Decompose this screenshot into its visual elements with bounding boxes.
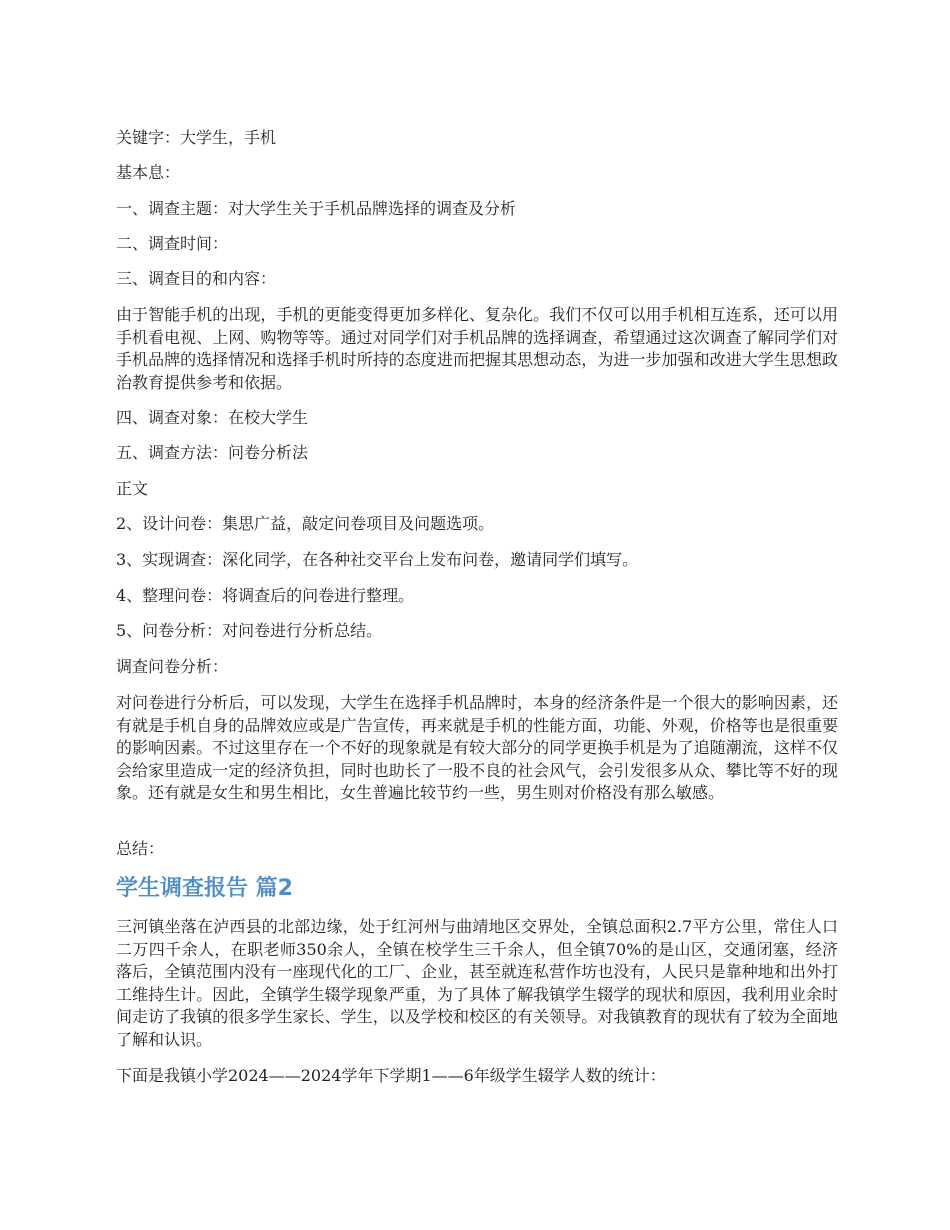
step-design-line: 2、设计问卷：集思广益，敲定问卷项目及问题选项。 xyxy=(116,514,495,533)
keywords-line: 关键字：大学生，手机 xyxy=(116,128,277,147)
analysis-paragraph: 对问卷进行分析后，可以发现，大学生在选择手机品牌时，本身的经济条件是一个很大的影响因素，还有就是手机自身的品牌效应或是广告宣传，再来就是手机的性能方面，功能、外观，价格等也是很重要的影响因素。不过这里存在一个不好的现象就是有较大部分的同学更换手机是为了追随潮流，这样不仅会给家里造成一定的经济负担，同时也助长了一股不良的社会风气，会引发很多从众、攀比等不好的现象。还有就是女生和男生相比，女生普遍比较节约一些，男生则对价格没有那么敏感。 xyxy=(116,693,838,802)
step-organize-line: 4、整理问卷：将调查后的问卷进行整理。 xyxy=(116,586,415,605)
survey-target-line: 四、调查对象：在校大学生 xyxy=(116,408,309,427)
analysis-label: 调查问卷分析： xyxy=(116,657,229,676)
summary-label: 总结： xyxy=(116,839,165,858)
section-heading: 学生调查报告 篇2 xyxy=(116,876,293,901)
survey-purpose-heading: 三、调查目的和内容： xyxy=(116,269,277,288)
survey-method-line: 五、调查方法：问卷分析法 xyxy=(116,443,309,462)
survey-topic-line: 一、调查主题：对大学生关于手机品牌选择的调查及分析 xyxy=(116,199,517,218)
basic-info-label: 基本息： xyxy=(116,163,181,182)
step-conduct-line: 3、实现调查：深化同学，在各种社交平台上发布问卷，邀请同学们填写。 xyxy=(116,550,639,569)
step-analyze-line: 5、问卷分析：对问卷进行分析总结。 xyxy=(116,621,383,640)
survey-time-line: 二、调查时间： xyxy=(116,234,229,253)
town-paragraph: 三河镇坐落在泸西县的北部边缘，处于红河州与曲靖地区交界处，全镇总面积2.7平方公里，常住人口二万四千余人，在职老师350余人，全镇在校学生三千余人，但全镇70%的是山区，交通闭塞，经济落后，全镇范围内没有一座现代化的工厂、企业，甚至就连私营作坊也没有，人民只是靠种地和出外打工维持生计。因此，全镇学生辍学现象严重，为了具体了解我镇学生辍学的现状和原因，我利用业余时间走访了我镇的很多学生家长、学生，以及学校和校区的有关领导。对我镇教育的现状有了较为全面地了解和认识。 xyxy=(116,917,838,1049)
statistics-intro-line: 下面是我镇小学2024——2024学年下学期1——6年级学生辍学人数的统计： xyxy=(116,1066,666,1085)
body-label: 正文 xyxy=(116,479,149,498)
survey-purpose-paragraph: 由于智能手机的出现，手机的更能变得更加多样化、复杂化。我们不仅可以用手机相互连系，还可以用手机看电视、上网、购物等等。通过对同学们对手机品牌的选择调查，希望通过这次调查了解同学们对手机品牌的选择情况和选择手机时所持的态度进而把握其思想动态，为进一步加强和改进大学生思想政治教育提供参考和依据。 xyxy=(116,305,838,392)
